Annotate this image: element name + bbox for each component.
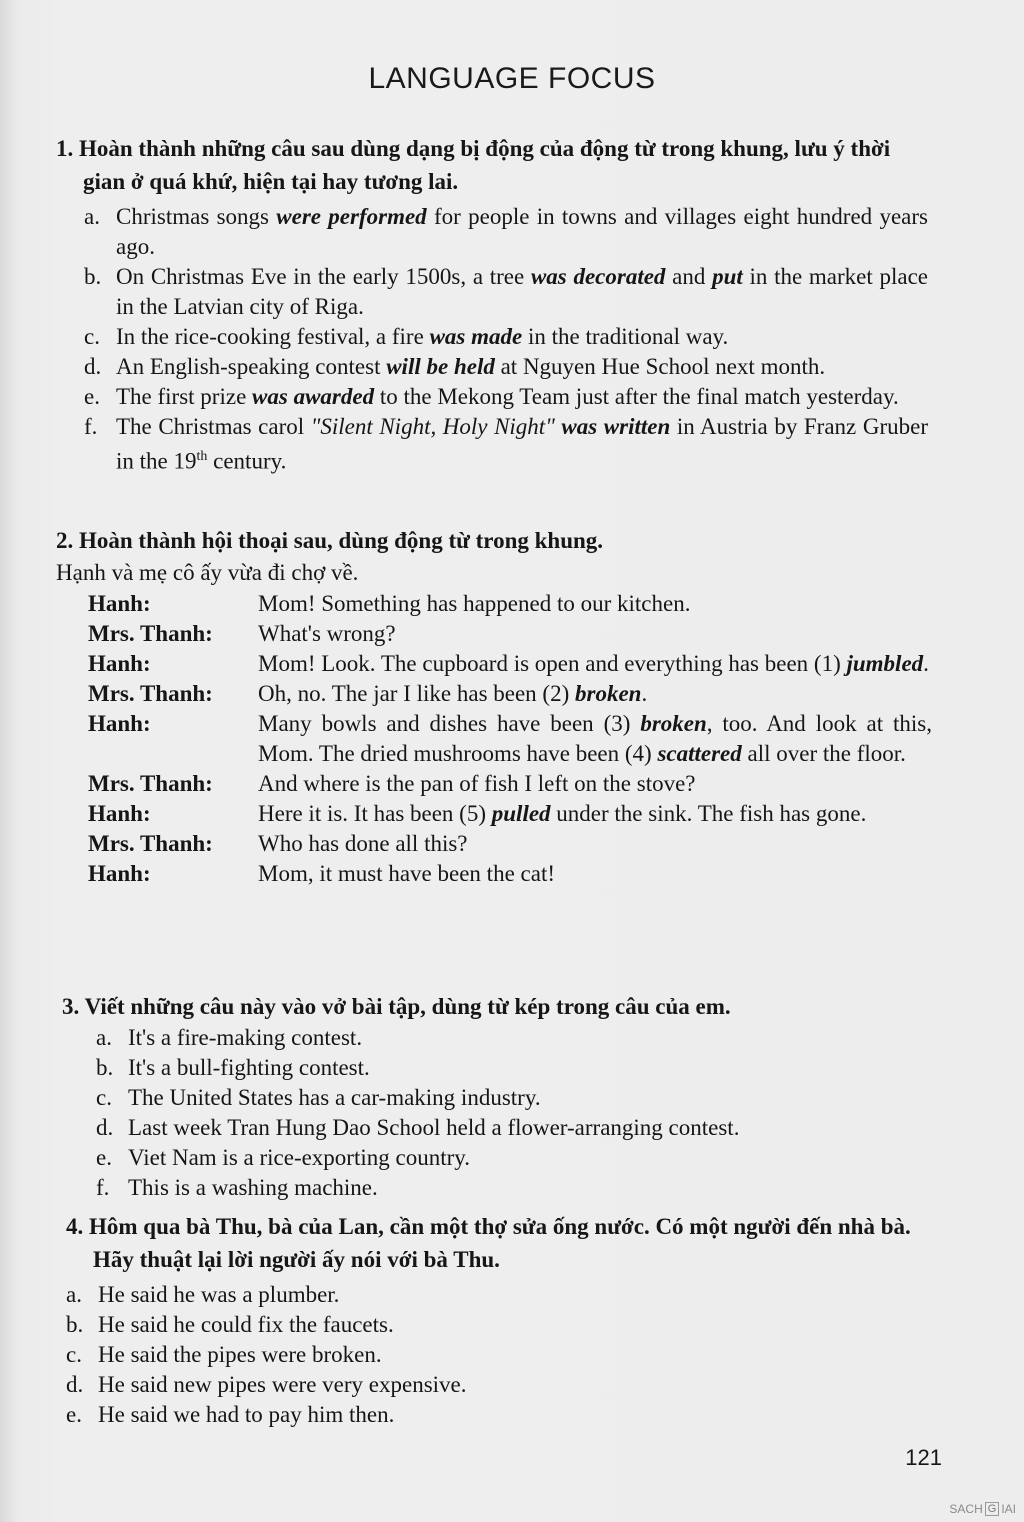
utterance: Mom, it must have been the cat! bbox=[258, 861, 556, 886]
speaker: Hanh: bbox=[88, 801, 151, 826]
speaker: Hanh: bbox=[88, 711, 151, 736]
exercise-1 bbox=[0, 132, 1024, 477]
answer: broken bbox=[640, 711, 707, 736]
item-text: He said he was a plumber. bbox=[98, 1282, 340, 1307]
item-text: The United States has a car-making industry. bbox=[128, 1085, 541, 1110]
list-item bbox=[84, 322, 928, 352]
answer: put bbox=[712, 264, 743, 289]
list-item bbox=[66, 1310, 928, 1340]
list-item bbox=[96, 1173, 928, 1203]
item-label: e. bbox=[66, 1402, 82, 1427]
item-text: The first prize was awarded to the Mekong Team just after the final match yesterday. bbox=[116, 384, 899, 409]
item-label: a. bbox=[84, 204, 100, 229]
speaker: Mrs. Thanh: bbox=[88, 681, 213, 706]
item-text: He said we had to pay him then. bbox=[98, 1402, 395, 1427]
answer: was written bbox=[554, 414, 671, 439]
dialogue-line bbox=[88, 829, 932, 859]
speaker: Mrs. Thanh: bbox=[88, 831, 213, 856]
item-text: This is a washing machine. bbox=[128, 1175, 378, 1200]
item-text: An English-speaking contest will be held at Nguyen Hue School next month. bbox=[116, 354, 826, 379]
item-text: He said he could fix the faucets. bbox=[98, 1312, 394, 1337]
item-text: It's a bull-fighting contest. bbox=[128, 1055, 370, 1080]
speaker: Hanh: bbox=[88, 861, 151, 886]
item-label: d. bbox=[84, 354, 102, 379]
watermark-text: SACH bbox=[949, 1502, 983, 1516]
item-text: Viet Nam is a rice-exporting country. bbox=[128, 1145, 471, 1170]
page-number: 121 bbox=[905, 1445, 942, 1470]
item-label: d. bbox=[96, 1115, 114, 1140]
utterance: Mom! Look. The cupboard is open and everything has been (1) jumbled. bbox=[258, 651, 929, 676]
utterance: Mom! Something has happened to our kitchen. bbox=[258, 591, 691, 616]
utterance: Many bowls and dishes have been (3) broken, too. And look at this, Mom. The dried mushrooms have been (4) scattered all over the floor. bbox=[258, 711, 932, 766]
exercise-4 bbox=[0, 1210, 1024, 1430]
answer: pulled bbox=[491, 801, 551, 826]
item-label: f. bbox=[96, 1175, 110, 1200]
dialogue-line bbox=[88, 709, 932, 769]
item-label: c. bbox=[66, 1342, 82, 1367]
exercise-4-list bbox=[66, 1280, 1024, 1430]
item-label: b. bbox=[84, 264, 102, 289]
list-item bbox=[96, 1083, 928, 1113]
dialogue-line bbox=[88, 649, 932, 679]
speaker: Mrs. Thanh: bbox=[88, 621, 213, 646]
answer: scattered bbox=[657, 741, 742, 766]
answer: was made bbox=[429, 324, 523, 349]
answer: jumbled bbox=[846, 651, 924, 676]
utterance: What's wrong? bbox=[258, 621, 396, 646]
watermark-box: G bbox=[985, 1502, 1000, 1516]
watermark-text: IAI bbox=[1001, 1502, 1016, 1516]
item-label: c. bbox=[84, 324, 100, 349]
song-title: "Silent Night, Holy Night" bbox=[310, 414, 555, 439]
speaker: Hanh: bbox=[88, 651, 151, 676]
list-item bbox=[66, 1340, 928, 1370]
exercise-4-heading: 4. Hôm qua bà Thu, bà của Lan, cần một thợ sửa ống nước. Có một người đến nhà bà. Hãy thuật lại lời người ấy nói với bà Thu. bbox=[66, 1214, 911, 1272]
utterance: Who has done all this? bbox=[258, 831, 468, 856]
exercise-2-intro: Hạnh và mẹ cô ấy vừa đi chợ về. bbox=[56, 560, 359, 585]
exercise-2 bbox=[0, 524, 1024, 889]
answer: will be held bbox=[386, 354, 495, 379]
item-text: Christmas songs were performed for people in towns and villages eight hundred years ago. bbox=[116, 204, 929, 259]
dialogue-line bbox=[88, 769, 932, 799]
item-text: On Christmas Eve in the early 1500s, a tree was decorated and put in the market place in the Latvian city of Riga. bbox=[116, 264, 928, 319]
exercise-3-list bbox=[96, 1023, 1024, 1203]
item-text: He said the pipes were broken. bbox=[98, 1342, 382, 1367]
item-text: Last week Tran Hung Dao School held a flower-arranging contest. bbox=[128, 1115, 740, 1140]
dialogue-line bbox=[88, 589, 932, 619]
list-item bbox=[66, 1280, 928, 1310]
item-label: e. bbox=[84, 384, 100, 409]
exercise-1-heading: 1. Hoàn thành những câu sau dùng dạng bị động của động từ trong khung, lưu ý thời gian ở quá khứ, hiện tại hay tương lai. bbox=[56, 136, 891, 194]
dialogue-line bbox=[88, 859, 932, 889]
list-item bbox=[96, 1023, 928, 1053]
list-item bbox=[84, 202, 928, 262]
item-text: He said new pipes were very expensive. bbox=[98, 1372, 467, 1397]
exercise-3 bbox=[0, 990, 1024, 1203]
list-item bbox=[96, 1053, 928, 1083]
answer: was decorated bbox=[530, 264, 666, 289]
list-item bbox=[96, 1113, 928, 1143]
list-item bbox=[84, 382, 928, 412]
exercise-2-heading: 2. Hoàn thành hội thoại sau, dùng động từ trong khung. bbox=[56, 528, 604, 553]
item-label: f. bbox=[84, 414, 98, 439]
item-label: a. bbox=[66, 1282, 82, 1307]
dialogue-line bbox=[88, 619, 932, 649]
list-item bbox=[84, 352, 928, 382]
utterance: Here it is. It has been (5) pulled under the sink. The fish has gone. bbox=[258, 801, 867, 826]
answer: was awarded bbox=[252, 384, 375, 409]
item-label: a. bbox=[96, 1025, 112, 1050]
dialogue bbox=[88, 589, 932, 889]
exercise-3-heading: 3. Viết những câu này vào vở bài tập, dùng từ kép trong câu của em. bbox=[62, 994, 731, 1019]
list-item bbox=[66, 1370, 928, 1400]
page-title: LANGUAGE FOCUS bbox=[368, 62, 656, 95]
list-item bbox=[66, 1400, 928, 1430]
item-text: It's a fire-making contest. bbox=[128, 1025, 363, 1050]
utterance: And where is the pan of fish I left on the stove? bbox=[258, 771, 696, 796]
answer: broken bbox=[575, 681, 642, 706]
item-label: e. bbox=[96, 1145, 112, 1170]
answer: were performed bbox=[276, 204, 427, 229]
item-label: d. bbox=[66, 1372, 84, 1397]
exercise-1-list bbox=[84, 202, 1024, 477]
speaker: Mrs. Thanh: bbox=[88, 771, 213, 796]
item-label: b. bbox=[66, 1312, 84, 1337]
item-text: The Christmas carol "Silent Night, Holy Night" was written in Austria by Franz Gruber in the 19th century. bbox=[116, 414, 928, 474]
list-item bbox=[84, 262, 928, 322]
speaker: Hanh: bbox=[88, 591, 151, 616]
utterance: Oh, no. The jar I like has been (2) broken. bbox=[258, 681, 648, 706]
watermark-logo bbox=[949, 1502, 1016, 1516]
dialogue-line bbox=[88, 799, 932, 829]
item-label: c. bbox=[96, 1085, 112, 1110]
list-item bbox=[84, 412, 928, 477]
dialogue-line bbox=[88, 679, 932, 709]
list-item bbox=[96, 1143, 928, 1173]
item-text: In the rice-cooking festival, a fire was made in the traditional way. bbox=[116, 324, 729, 349]
item-label: b. bbox=[96, 1055, 114, 1080]
